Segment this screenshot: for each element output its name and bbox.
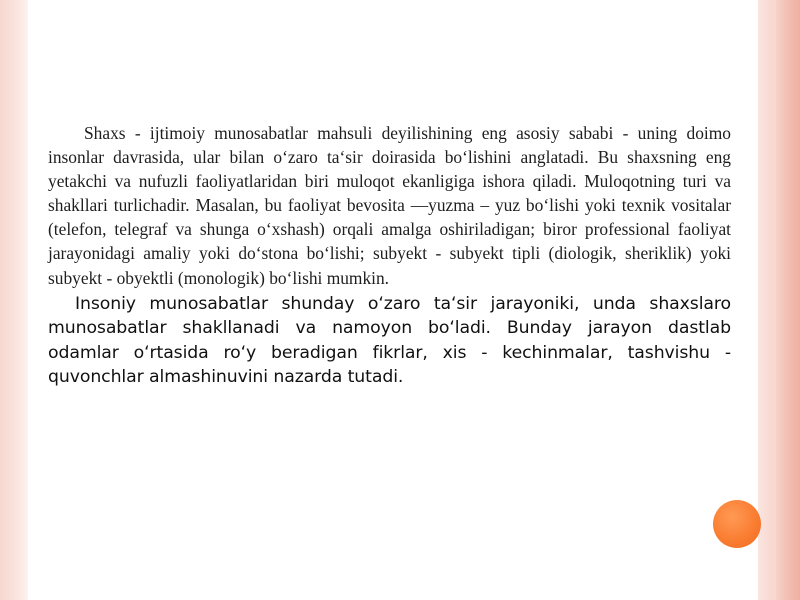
paragraph-human-relations: Insoniy munosabatlar shunday oʻzaro taʻsir jarayoniki, unda shaxslaro munosabatlar shakllanadi va namoyon boʻladi. Bunday jarayon dastlab odamlar oʻrtasida roʻy beradigan fikrlar, xis - kechinmalar, tashvishu - quvonchlar almashinuvini nazarda tutadi. [48,293,731,388]
left-decorative-border [0,0,26,600]
right-decorative-border [758,0,800,600]
orange-circle-ornament [713,500,761,548]
slide-text-body [48,121,731,390]
paragraph-personality: Shaxs - ijtimoiy munosabatlar mahsuli deyilishining eng asosiy sababi - uning doimo insonlar davrasida, ular bilan oʻzaro taʻsir doirasida boʻlishini anglatadi. Bu shaxsning eng yetakchi va nufuzli faoliyatlaridan biri muloqot ekanligiga ishora qiladi. Muloqotning turi va shakllari turlichadir. Masalan, bu faoliyat bevosita —yuzma – yuz boʻlishi yoki texnik vositalar (telefon, telegraf va shunga oʻxshash) orqali amalga oshiriladigan; biror professional faoliyat jarayonidagi amaliy yoki doʻstona boʻlishi; subyekt - subyekt tipli (diologik, sheriklik) yoki subyekt - obyektli (monologik) boʻlishi mumkin. [48,123,731,288]
slide-canvas [28,0,758,600]
